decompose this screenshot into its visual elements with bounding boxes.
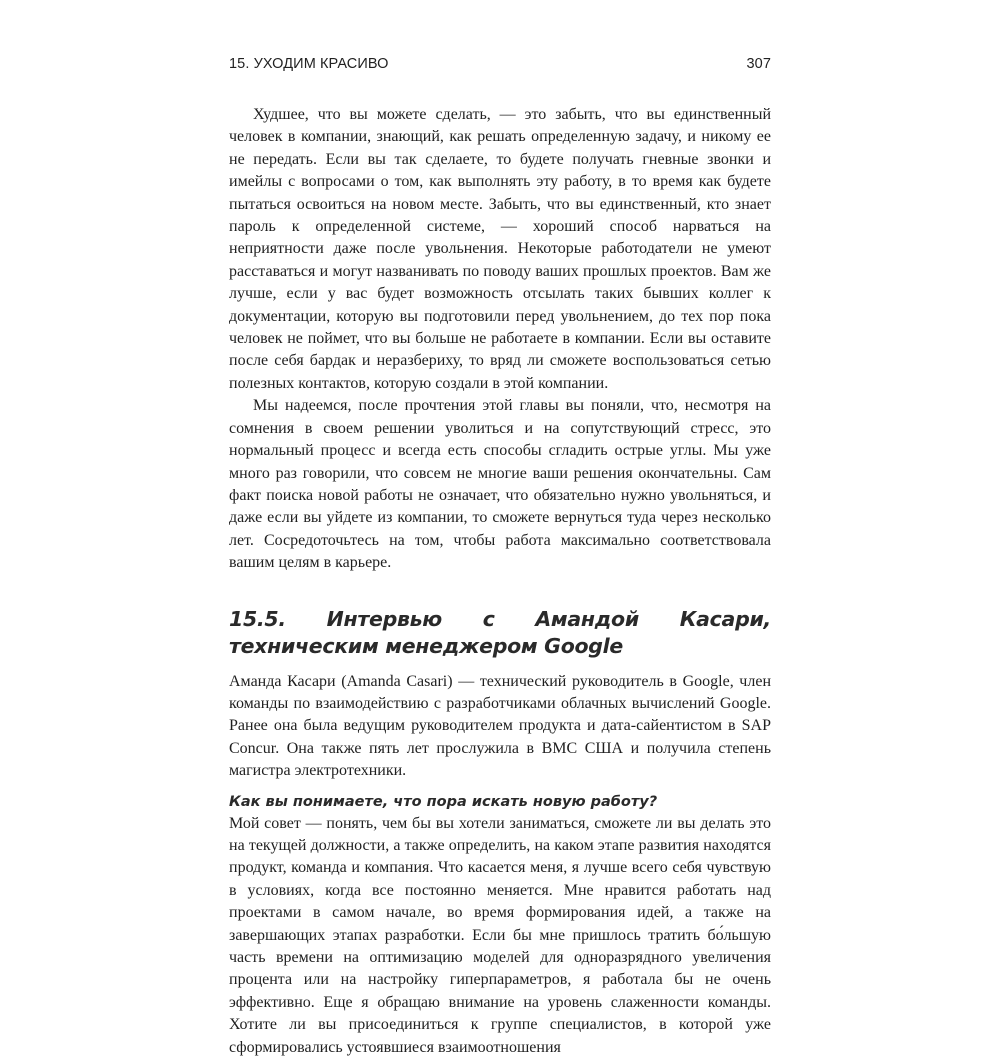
section-heading: 15.5. Интервью с Амандой Касари, техническим менеджером Google [229,606,771,658]
paragraph: Мой совет — понять, чем бы вы хотели заниматься, сможете ли вы делать это на текущей должности, а также определить, на каком этапе развития находятся продукт, команда и компания. Что касается меня, я лучше всего себя чувствую в условиях, когда все постоянно меняется. Мне нравится работать над проектами в самом начале, во время формирования идей, а также на завершающих этапах разработки. Если бы мне пришлось тратить бо́льшую часть времени на оптимизацию моделей для одноразрядного увеличения процента или на настройку гиперпараметров, я работала бы не очень эффективно. Еще я обращаю внимание на уровень слаженности команды. Хотите ли вы присоединиться к группе специалистов, в которой уже сформировались устоявшиеся взаимоотношения [229,814,771,1056]
book-page [229,56,771,1059]
interview-question: Как вы понимаете, что пора искать новую работу? [229,793,658,810]
running-header [229,56,771,78]
paragraph: Аманда Касари (Amanda Casari) — технический руководитель в Google, член команды по взаимодействию с разработчиками облачных вычислений Google. Ранее она была ведущим руководителем продукта и дата-сайентистом в SAP Concur. Она также пять лет прослужила в ВМС США и получила степень магистра электротехники. [229,672,771,780]
paragraph: Мы надеемся, после прочтения этой главы вы поняли, что, несмотря на сомнения в своем решении уволиться и на сопутствующий стресс, это нормальный процесс и всегда есть способы сгладить острые углы. Мы уже много раз говорили, что совсем не многие ваши решения окончательны. Сам факт поиска новой работы не означает, что обязательно нужно увольняться, и даже если вы уйдете из компании, то сможете вернуться туда через несколько лет. Сосредоточьтесь на том, чтобы работа максимально соответствовала вашим целям в карьере. [229,397,771,572]
page-body [229,104,771,1059]
chapter-title: 15. УХОДИМ КРАСИВО [229,56,389,72]
paragraph: Худшее, что вы можете сделать, — это забыть, что вы единственный человек в компании, знающий, как решать определенную задачу, и никому ее не передать. Если вы так сделаете, то будете получать гневные звонки и имейлы с вопросами о том, как выполнять эту работу, в то время как будете пытаться освоиться на новом месте. Забыть, что вы единственный, кто знает пароль к определенной системе, — хороший способ нарваться на неприятности даже после увольнения. Некоторые работодатели не умеют расставаться и могут названивать по поводу ваших прошлых проектов. Вам же лучше, если у вас будет возможность отсылать таких бывших коллег к документации, которую вы подготовили перед увольнением, до тех пор пока человек не поймет, что вы больше не работаете в компании. Если вы оставите после себя бардак и неразбериху, то вряд ли сможете воспользоваться сетью полезных контактов, которую создали в этой компании. [229,106,771,392]
page-number: 307 [746,56,771,72]
